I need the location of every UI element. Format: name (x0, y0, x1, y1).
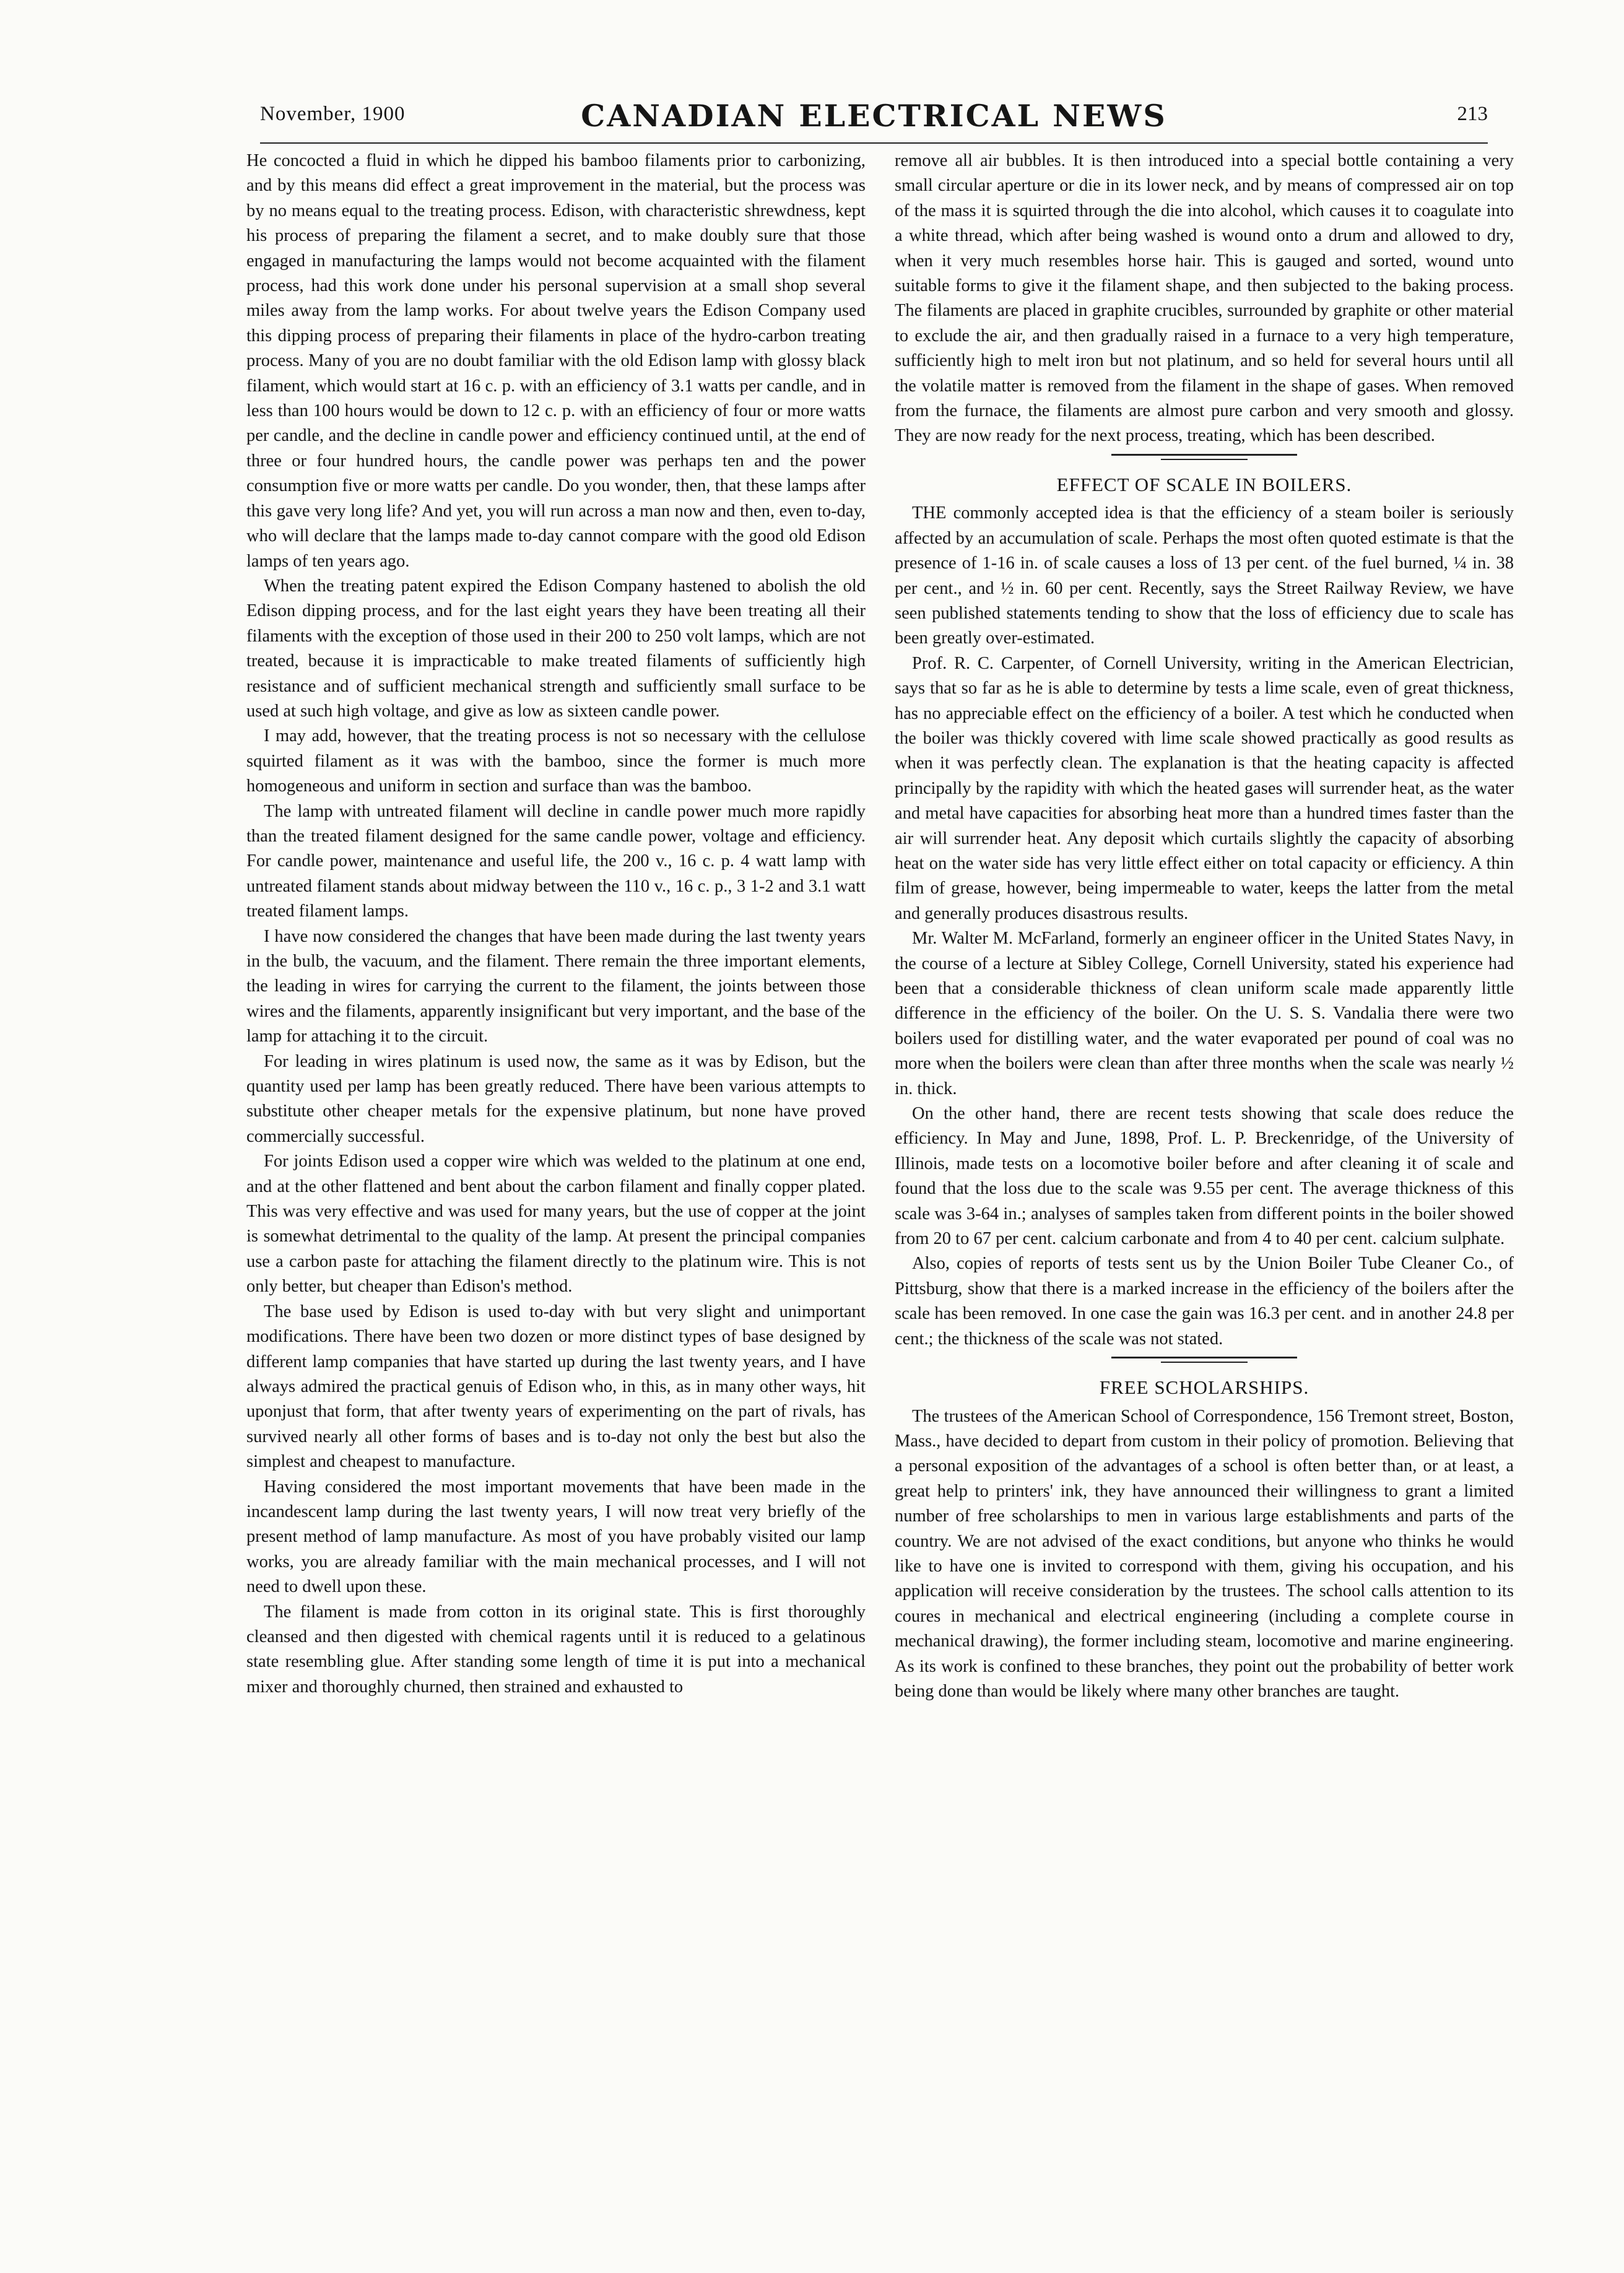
section-divider (1111, 1357, 1297, 1363)
article-paragraph: THE commonly accepted idea is that the efficiency of a steam boiler is seriously affected by an accumulation of scale. Perhaps the most often quoted estimate is that the presence of 1-16 in. of scale causes a loss of 13 per cent. of the fuel burned, ¼ in. 38 per cent., and ½ in. 60 per cent. Recently, says the Street Railway Review, we have seen published statements tending to show that the loss of efficiency due to scale has been greatly over-estimated. (895, 503, 1514, 648)
article-paragraph: When the treating patent expired the Edison Company hastened to abolish the old Edison dipping process, and for the last eight years they have been treating all their filaments with the exception of those used in their 200 to 250 volt lamps, which are not treated, because it is impracticable to make treated filaments of sufficiently high resistance and of sufficient mechanical strength and sufficiently small surface to be used at such high voltage, and give as low as sixteen candle power. (246, 576, 866, 721)
article-paragraph: The filament is made from cotton in its original state. This is first thoroughly cleansed and then digested with chemical ragents until it is reduced to a gelatinous state resembling glue. After standing some length of time it is put into a mechanical mixer and thoroughly churned, then strained and exhausted to (246, 1602, 866, 1697)
article-paragraph: Also, copies of reports of tests sent us by the Union Boiler Tube Cleaner Co., of Pittsburg, show that there is a marked increase in the efficiency of the boilers after the scale has been removed. In one case the gain was 16.3 per cent. and in another 24.8 per cent.; the thickness of the scale was not stated. (895, 1254, 1514, 1349)
article-paragraph: The base used by Edison is used to-day with but very slight and unimportant modifications. There have been two dozen or more distinct types of base designed by different lamp companies that have started up during the last twenty years, and I have always admired the practical genuis of Edison who, in this, as in many other ways, hit uponjust that form, that after twenty years of experimenting on the part of rivals, has survived nearly all other forms of bases and is to-day not only the best but also the simplest and cheapest to manufacture. (246, 1302, 866, 1472)
left-column (246, 149, 866, 1700)
header-rule (260, 142, 1488, 144)
publication-title: CANADIAN ELECTRICAL NEWS (581, 98, 1167, 134)
page-number: 213 (1457, 103, 1488, 125)
article-paragraph: He concocted a fluid in which he dipped his bamboo filaments prior to carbonizing, and by this means did effect a great improvement in the material, but the process was by no means equal to the treating process. Edison, with characteristic shrewdness, kept his process of preparing the filament a secret, and to make doubly sure that those engaged in manufacturing the lamps would not become acquainted with the filament process, had this work done under his personal supervision at a small shop several miles away from the lamp works. For about twelve years the Edison Company used this dipping process of preparing their filaments in place of the hydro-carbon treating process. Many of you are no doubt familiar with the old Edison lamp with glossy black filament, which would start at 16 c. p. with an efficiency of 3.1 watts per candle, and in less than 100 hours would be down to 12 c. p. with an efficiency of four or more watts per candle, and the decline in candle power and efficiency continued until, at the end of three or four hundred hours, the candle power was perhaps ten and the power consumption five or more watts per candle. Do you wonder, then, that these lamps after this gave very long life? And yet, you will run across a man now and then, even to-day, who will declare that the lamps made to-day cannot compare with the good old Edison lamps of ten years ago. (246, 151, 866, 571)
page-header (260, 98, 1488, 141)
section-heading-scholarships: FREE SCHOLARSHIPS. (1099, 1376, 1309, 1399)
article-paragraph: I may add, however, that the treating process is not so necessary with the cellulose squirted filament as it was with the bamboo, since the former is much more homogeneous and uniform in section and surface than was the bamboo. (246, 726, 866, 796)
issue-date: November, 1900 (260, 103, 406, 125)
article-paragraph: Prof. R. C. Carpenter, of Cornell University, writing in the American Electrician, says that so far as he is able to determine by tests a lime scale, even of great thickness, has no appreciable effect on the efficiency of a boiler. A test which he conducted when the boiler was thickly covered with lime scale showed practically as good results as when it was perfectly clean. The explanation is that the heating capacity is affected principally by the rapidity with which the heated gases will surrender heat, as the water and metal have capacities for absorbing heat more than a hundred times faster than the air will surrender heat. Any deposit which curtails slightly the capacity of absorbing heat on the water side has very little effect either on total capacity or efficiency. A thin film of grease, however, being impermeable to water, keeps the latter from the metal and generally produces disastrous results. (895, 653, 1514, 923)
article-paragraph: The trustees of the American School of Correspondence, 156 Tremont street, Boston, Mass., have decided to depart from custom in their policy of promotion. Believing that a personal exposition of the advantages of a school is often better than, or at least, a great help to printers' ink, they have announced their willingness to grant a limited number of free scholarships to men in various large establishments and parts of the country. We are not advised of the exact conditions, but anyone who thinks he would like to have one is invited to correspond with them, giving his occupation, and his application will receive consideration by the trustees. The school calls attention to its coures in mechanical and electrical engineering (including a complete course in mechanical drawing), the former including steam, locomotive and marine engineering. As its work is confined to these branches, they point out the probability of better work being done than would be likely where many other branches are taught. (895, 1406, 1514, 1701)
section-heading-scale: EFFECT OF SCALE IN BOILERS. (1056, 473, 1352, 495)
article-paragraph: remove all air bubbles. It is then introduced into a special bottle containing a very small circular aperture or die in its lower neck, and by means of compressed air on top of the mass it is squirted through the die into alcohol, which causes it to coagulate into a white thread, which after being washed is wound onto a drum and allowed to dry, when it very much resembles horse hair. This is gauged and sorted, wound unto suitable forms to give it the filament shape, and then subjected to the baking process. The filaments are placed in graphite crucibles, surrounded by graphite or other material to exclude the air, and then gradually raised in a furnace to a very high temperature, sufficiently high to melt iron but not platinum, and so held for several hours until all the volatile matter is removed from the filament in the shape of gases. When removed from the furnace, the filaments are almost pure carbon and very smooth and glossy. They are now ready for the next process, treating, which has been described. (895, 151, 1514, 446)
right-column (895, 149, 1514, 1704)
article-paragraph: For leading in wires platinum is used now, the same as it was by Edison, but the quantity used per lamp has been greatly reduced. There have been various attempts to substitute other cheaper metals for the expensive platinum, but none have proved commercially successful. (246, 1051, 866, 1146)
article-paragraph: On the other hand, there are recent tests showing that scale does reduce the efficiency. In May and June, 1898, Prof. L. P. Breckenridge, of the University of Illinois, made tests on a locomotive boiler before and after cleaning it of scale and found that the loss due to the scale was 9.55 per cent. The average thickness of this scale was 3-64 in.; analyses of samples taken from different points in the boiler showed from 20 to 67 per cent. calcium carbonate and from 4 to 40 per cent. calcium sulphate. (895, 1104, 1514, 1249)
article-paragraph: The lamp with untreated filament will decline in candle power much more rapidly than the treated filament designed for the same candle power, voltage and efficiency. For candle power, maintenance and useful life, the 200 v., 16 c. p. 4 watt lamp with untreated filament stands about midway between the 110 v., 16 c. p., 3 1-2 and 3.1 watt treated filament lamps. (246, 801, 866, 921)
article-paragraph: For joints Edison used a copper wire which was welded to the platinum at one end, and at the other flattened and bent about the carbon filament and finally copper plated. This was very effective and was used for many years, but the use of copper at the joint is somewhat detrimental to the quality of the lamp. At present the principal companies use a carbon paste for attaching the filament directly to the platinum wire. This is not only better, but cheaper than Edison's method. (246, 1152, 866, 1297)
article-paragraph: Having considered the most important movements that have been made in the incandescent lamp during the last twenty years, I will now treat very briefly of the present method of lamp manufacture. As most of you have probably visited our lamp works, you are already familiar with the main mechanical processes, and I will not need to dwell upon these. (246, 1477, 866, 1597)
article-paragraph: I have now considered the changes that have been made during the last twenty years in the bulb, the vacuum, and the filament. There remain the three important elements, the leading in wires for carrying the current to the filament, the joints between those wires and the filaments, apparently insignificant but very important, and the base of the lamp for attaching it to the circuit. (246, 926, 866, 1046)
article-paragraph: Mr. Walter M. McFarland, formerly an engineer officer in the United States Navy, in the course of a lecture at Sibley College, Cornell University, stated his experience had been that a considerable thickness of clean uniform scale made apparently little difference in the efficiency of the boiler. On the U. S. S. Vandalia there were two boilers used for distilling water, and the water evaporated per pound of coal was no more when the boilers were clean than after three months when the scale was nearly ½ in. thick. (895, 929, 1514, 1098)
section-divider (1111, 454, 1297, 460)
